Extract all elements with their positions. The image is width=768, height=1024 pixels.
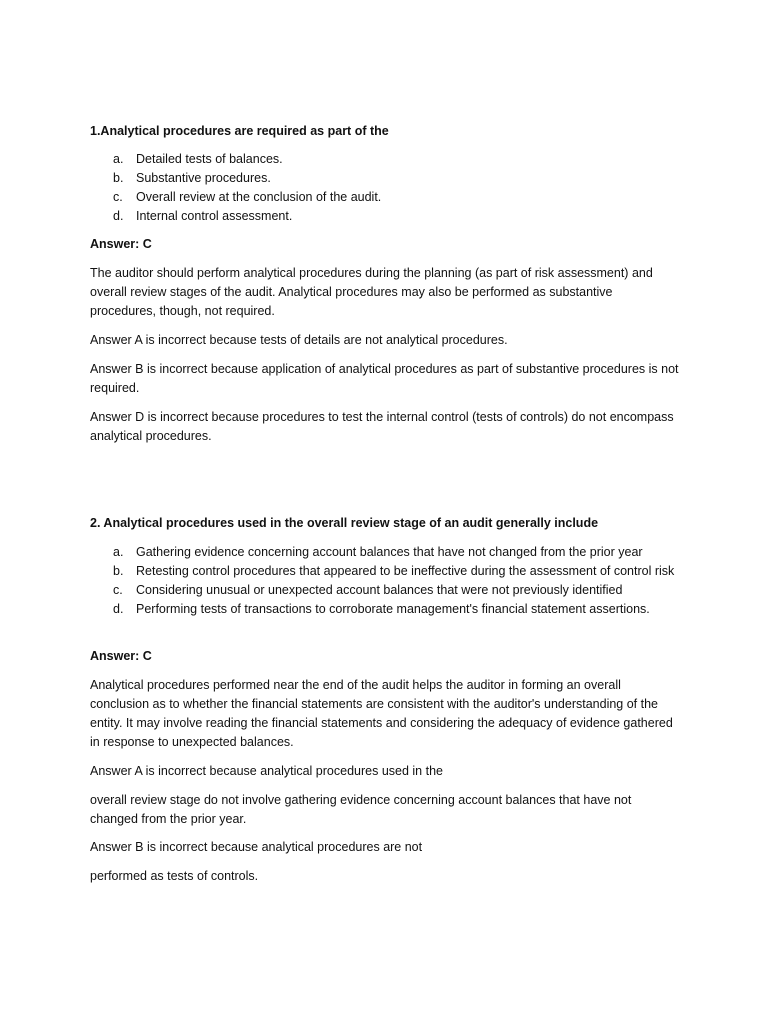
option-item: c. Considering unusual or unexpected account balances that were not previously identified <box>113 583 623 597</box>
option-item: c. Overall review at the conclusion of the audit. <box>113 190 382 204</box>
question-1-explanation-a: Answer A is incorrect because tests of details are not analytical procedures. <box>90 333 508 347</box>
question-2-explanation-b-part2: performed as tests of controls. <box>90 869 259 883</box>
option-item: b. Retesting control procedures that appeared to be ineffective during the assessment of control risk <box>113 564 675 578</box>
option-item: d. Performing tests of transactions to corroborate management's financial statement assertions. <box>113 602 650 616</box>
question-1-options <box>90 150 680 226</box>
question-2-title <box>90 514 680 533</box>
question-2-explanation-a-part1: Answer A is incorrect because analytical procedures used in the <box>90 764 443 778</box>
question-1-explanation: The auditor should perform analytical procedures during the planning (as part of risk assessment) and overall review stages of the audit. Analytical procedures may also be performed as substantive procedures, though, not required. <box>90 266 653 318</box>
question-2-answer: Answer: C <box>90 649 152 663</box>
question-title: 2. Analytical procedures used in the overall review stage of an audit generally include <box>90 516 599 530</box>
question-2-explanation-b-part1: Answer B is incorrect because analytical procedures are not <box>90 840 423 854</box>
option-item: a. Detailed tests of balances. <box>113 152 283 166</box>
option-item: d. Internal control assessment. <box>113 209 293 223</box>
question-1-title <box>90 122 680 141</box>
option-item: b. Substantive procedures. <box>113 171 271 185</box>
question-title: 1.Analytical procedures are required as part of the <box>90 124 389 138</box>
question-2-explanation: Analytical procedures performed near the end of the audit helps the auditor in forming an overall conclusion as to whether the financial statements are consistent with the auditor's understanding of the entity. It may involve reading the financial statements and considering the adequacy of evidence gathered in response to unexpected balances. <box>90 678 673 749</box>
option-item: a. Gathering evidence concerning account balances that have not changed from the prior year <box>113 545 643 559</box>
question-1-explanation-d: Answer D is incorrect because procedures to test the internal control (tests of controls) do not encompass analytical procedures. <box>90 410 674 443</box>
question-1-answer: Answer: C <box>90 237 152 251</box>
question-1-explanation-b: Answer B is incorrect because application of analytical procedures as part of substantive procedures is not required. <box>90 362 679 395</box>
question-2-options <box>90 543 680 619</box>
question-2-explanation-a-part2: overall review stage do not involve gathering evidence concerning account balances that have not changed from the prior year. <box>90 793 632 826</box>
